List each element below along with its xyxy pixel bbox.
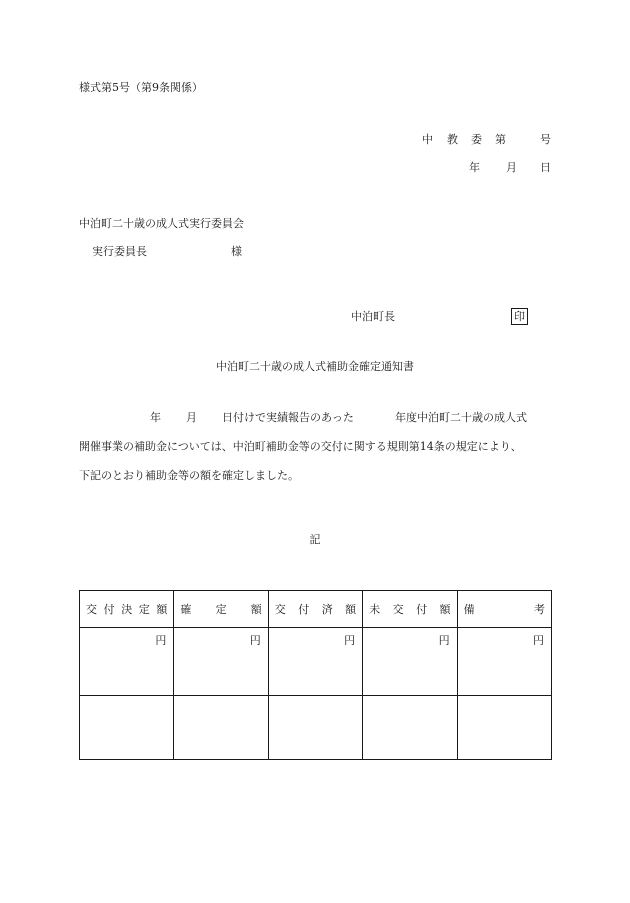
header-char: 済 (321, 603, 333, 616)
amount-cell: 円 (363, 628, 457, 696)
table-row (80, 628, 552, 696)
date-year: 年 (469, 161, 480, 174)
header-remarks (457, 591, 551, 628)
header-char: 定 (138, 603, 150, 616)
header-char: 考 (534, 603, 545, 616)
recipient-title: 実行委員長 (92, 245, 147, 258)
amount-cell: 円 (268, 628, 362, 696)
header-char: 額 (156, 603, 168, 616)
recipient-organization: 中泊町二十歳の成人式実行委員会 (79, 217, 244, 230)
header-char: 備 (463, 603, 475, 616)
date-month: 月 (506, 161, 517, 174)
header-char: 額 (250, 603, 262, 616)
header-confirmed-amount (174, 591, 268, 628)
header-char: 決 (121, 603, 133, 616)
amount-cell: 円 (174, 628, 268, 696)
header-paid-amount (268, 591, 362, 628)
sender-title: 中泊町長 (351, 310, 395, 323)
amounts-table (79, 590, 552, 760)
table-row (80, 696, 552, 760)
doc-number-char: 第 (495, 133, 506, 146)
header-grant-decision-amount (80, 591, 174, 628)
doc-number-char: 教 (447, 133, 458, 146)
header-char: 付 (103, 603, 115, 616)
empty-cell (363, 696, 457, 760)
header-unpaid-amount (363, 591, 457, 628)
body-text-a: 日付けで実績報告のあった (222, 411, 354, 424)
form-number: 様式第5号（第9条関係） (79, 81, 203, 94)
header-char: 未 (369, 603, 381, 616)
empty-cell (457, 696, 551, 760)
date-day: 日 (540, 161, 551, 174)
body-text-b: 年度中泊町二十歳の成人式 (395, 411, 527, 424)
amount-cell: 円 (457, 628, 551, 696)
header-char: 定 (215, 603, 227, 616)
header-char: 確 (180, 603, 192, 616)
header-char: 交 (86, 603, 97, 616)
seal-stamp: 印 (511, 308, 528, 325)
doc-number-suffix: 号 (540, 133, 551, 146)
header-char: 交 (274, 603, 286, 616)
amount-cell: 円 (80, 628, 174, 696)
empty-cell (174, 696, 268, 760)
ki-heading: 記 (309, 533, 321, 546)
body-line-3: 下記のとおり補助金等の額を確定しました。 (79, 469, 299, 482)
body-year: 年 (150, 411, 161, 424)
header-char: 付 (416, 603, 428, 616)
header-char: 額 (439, 603, 451, 616)
body-month: 月 (186, 411, 197, 424)
doc-number-char: 委 (471, 133, 482, 146)
empty-cell (80, 696, 174, 760)
recipient-honorific: 様 (231, 245, 242, 258)
empty-cell (268, 696, 362, 760)
table-header-row (80, 591, 552, 628)
header-char: 額 (345, 603, 357, 616)
doc-number-char: 中 (422, 133, 433, 146)
document-title: 中泊町二十歳の成人式補助金確定通知書 (216, 360, 414, 373)
header-char: 付 (298, 603, 310, 616)
body-line-2: 開催事業の補助金については、中泊町補助金等の交付に関する規則第14条の規定により、 (79, 440, 522, 453)
header-char: 交 (392, 603, 404, 616)
